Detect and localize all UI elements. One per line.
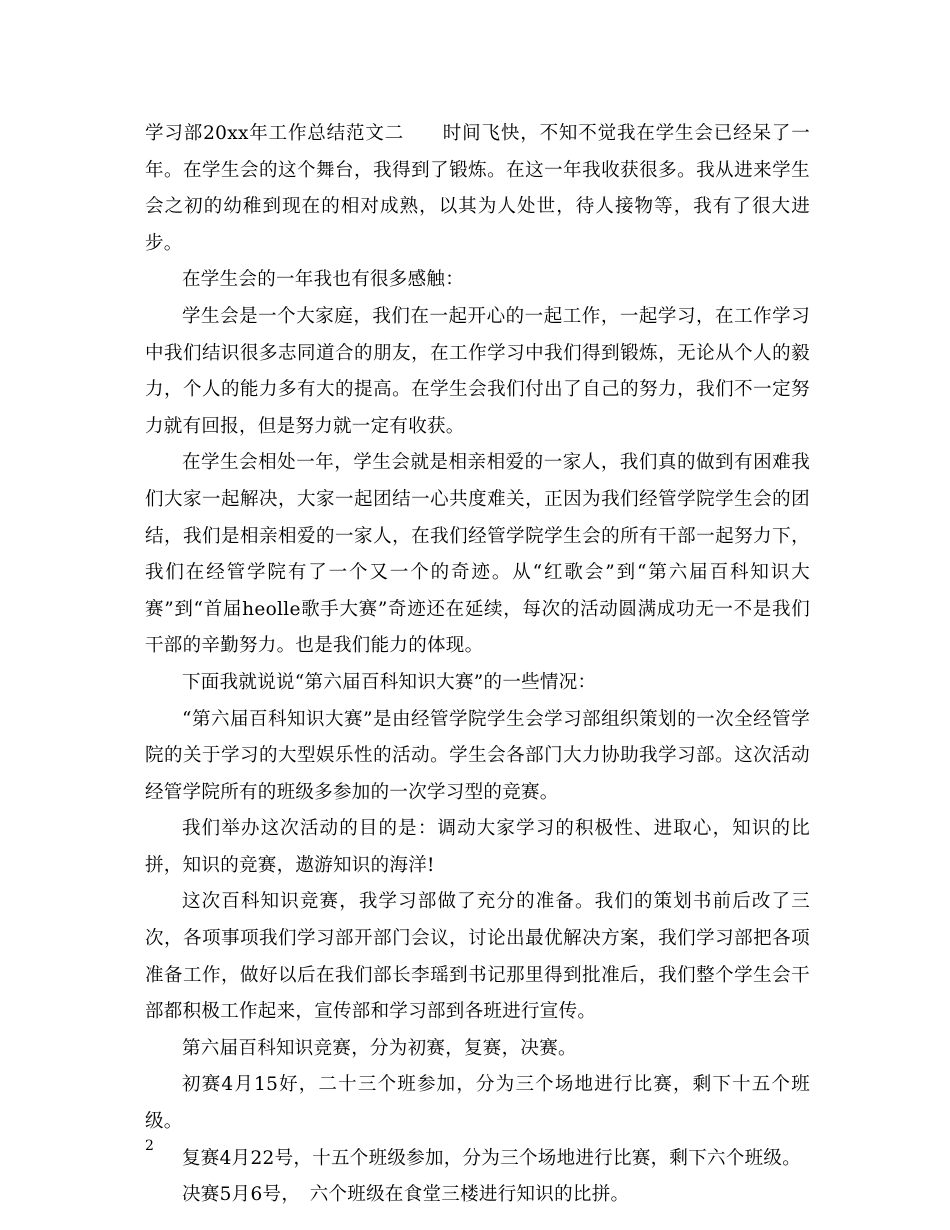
paragraph-1: 学习部20xx年工作总结范文二 时间飞快，不知不觉我在学生会已经呆了一年。在学生会的这个舞台，我得到了锻炼。在这一年我收获很多。我从进来学生会之初的幼稚到现在的相对成熟，以其为人处世，待人接物等，我有了很大进步。 [145,123,810,254]
page-number: 2 [145,1138,154,1154]
paragraph-3: 学生会是一个大家庭，我们在一起开心的一起工作，一起学习，在工作学习中我们结识很多志同道合的朋友，在工作学习中我们得到锻炼，无论从个人的毅力，个人的能力多有大的提高。在学生会我们付出了自己的努力，我们不一定努力就有回报，但是努力就一定有收获。 [145,305,810,437]
paragraph-7: 我们举办这次活动的目的是：调动大家学习的积极性、进取心，知识的比拼，知识的竞赛，遨游知识的海洋! [145,818,810,876]
paragraph-9: 第六届百科知识竞赛，分为初赛，复赛，决赛。 [182,1037,577,1059]
paragraph-6: “第六届百科知识大赛”是由经管学院学生会学习部组织策划的一次全经管学院的关于学习的大型娱乐性的活动。学生会各部门大力协助我学习部。这次活动经管学院所有的班级多参加的一次学习型的竞赛。 [145,708,810,803]
paragraph-2: 在学生会的一年我也有很多感触： [182,269,465,291]
document-body [145,116,810,1214]
paragraph-8: 这次百科知识竞赛，我学习部做了充分的准备。我们的策划书前后改了三次，各项事项我们学习部开部门会议，讨论出最优解决方案，我们学习部把各项准备工作，做好以后在我们部长李瑶到书记那里得到批准后，我们整个学生会干部都积极工作起来，宣传部和学习部到各班进行宣传。 [145,891,810,1023]
paragraph-10: 初赛4月15好，二十三个班参加，分为三个场地进行比赛，剩下十五个班级。 [145,1074,810,1133]
paragraph-12: 决赛5月6号， 六个班级在食堂三楼进行知识的比拼。 [182,1184,630,1206]
paragraph-5: 下面我就说说“第六届百科知识大赛”的一些情况： [182,671,597,693]
paragraph-11: 复赛4月22号，十五个班级参加，分为三个场地进行比赛，剩下六个班级。 [182,1147,802,1169]
paragraph-4: 在学生会相处一年，学生会就是相亲相爱的一家人，我们真的做到有困难我们大家一起解决，大家一起团结一心共度难关，正因为我们经管学院学生会的团结，我们是相亲相爱的一家人，在我们经管学院学生会的所有干部一起努力下，我们在经管学院有了一个又一个的奇迹。从“红歌会”到“第六届百科知识大赛”到“首届heolle歌手大赛”奇迹还在延续，每次的活动圆满成功无一不是我们干部的辛勤努力。也是我们能力的体现。 [145,452,810,657]
